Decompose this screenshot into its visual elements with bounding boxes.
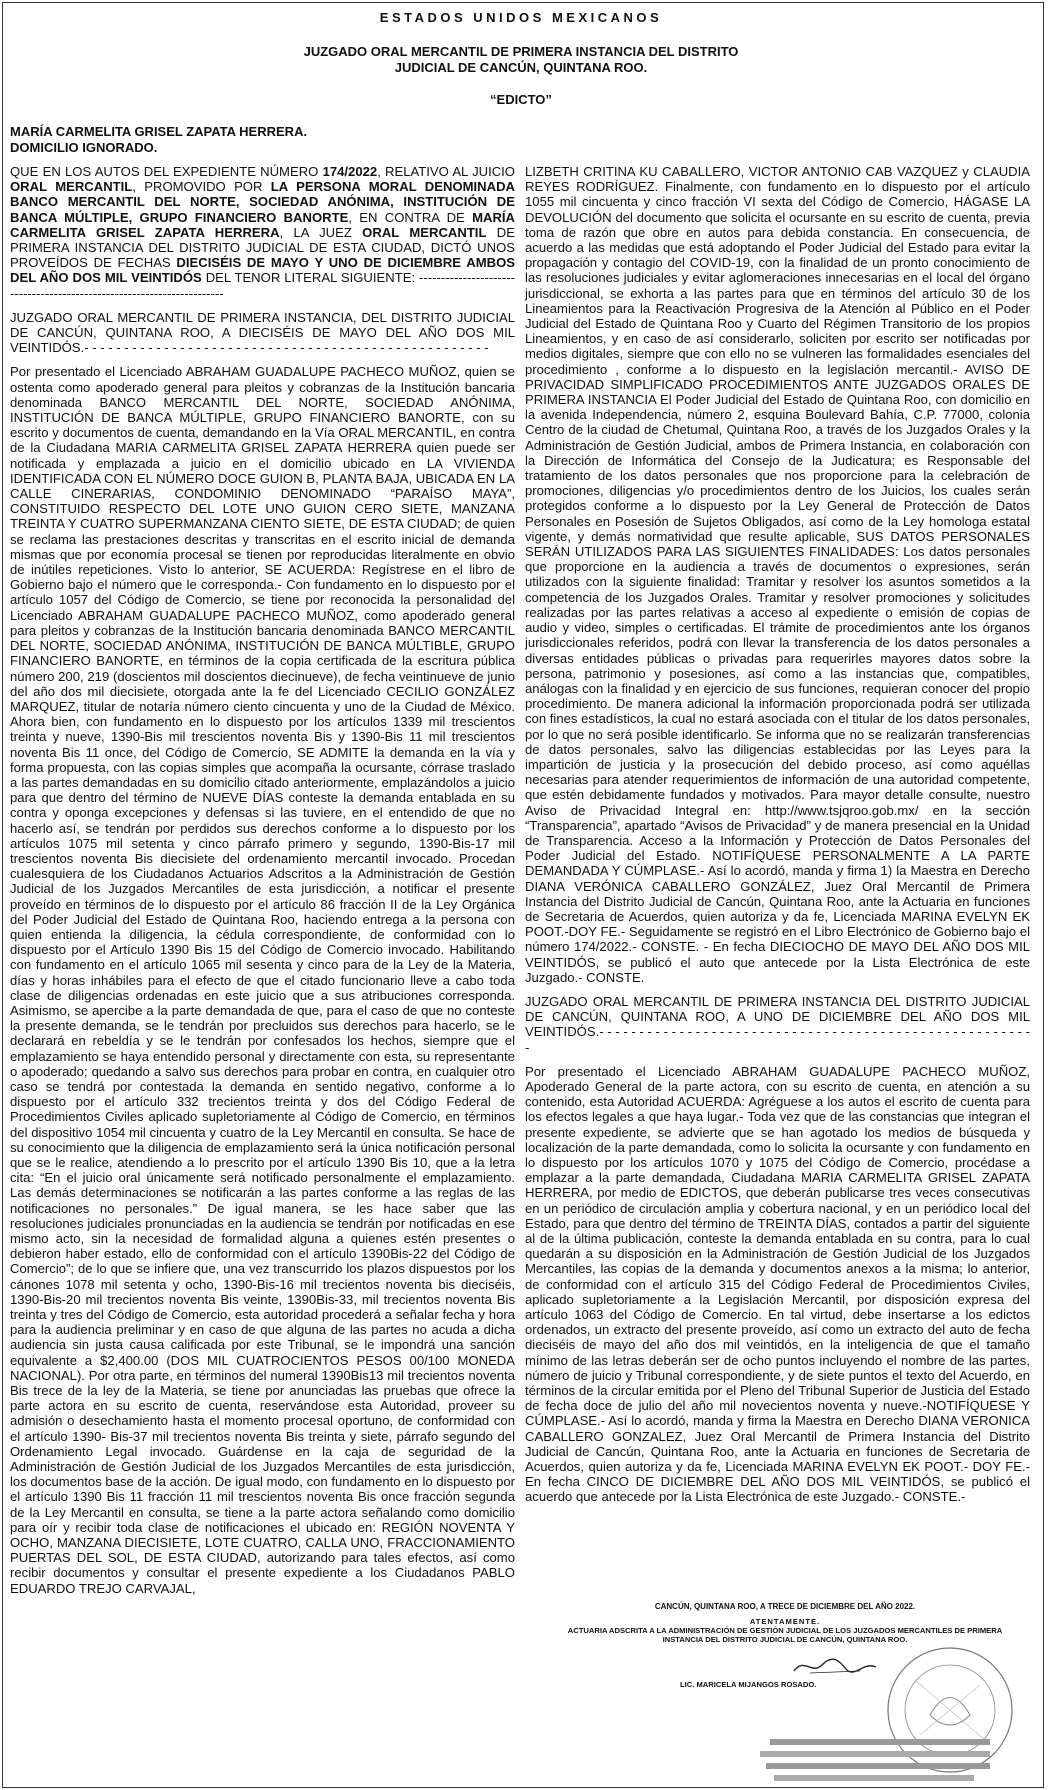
court-heading-line1: JUZGADO ORAL MERCANTIL DE PRIMERA INSTANCIA DEL DISTRITO bbox=[303, 44, 739, 59]
text-run: QUE EN LOS AUTOS DEL EXPEDIENTE NÚMERO bbox=[10, 164, 323, 179]
right-column bbox=[525, 164, 1030, 1514]
addressee-name: MARÍA CARMELITA GRISEL ZAPATA HERRERA. bbox=[10, 124, 308, 139]
court-type: ORAL MERCANTIL bbox=[362, 224, 487, 240]
ruling-heading-december: JUZGADO ORAL MERCANTIL DE PRIMERA INSTANCIA DEL DISTRITO JUDICIAL DE CANCÚN, QUINTANA ROO, A UNO DE DICIEMBRE DEL AÑO DOS MIL VEINTIDÓS.- - - - - - - - - - - - - - - - - - - - - - - - - - - - - - - - - - - - - - - - - - - - - - - - - - - - - - - bbox=[525, 993, 1030, 1055]
place-date: CANCÚN, QUINTANA ROO, A TRECE DE DICIEMBRE DEL AÑO 2022. bbox=[654, 1602, 916, 1611]
addressee-domicile: DOMICILIO IGNORADO. bbox=[10, 140, 158, 155]
text-run: , RELATIVO AL JUICIO bbox=[377, 164, 515, 179]
court-heading bbox=[0, 44, 1042, 76]
role-line1: ACTUARIA ADSCRITA A LA ADMINISTRACIÓN DE GESTIÓN JUDICIAL DE LOS JUZGADOS MERCANTILES DE PRIMERA bbox=[567, 1626, 1003, 1635]
opening-paragraph bbox=[10, 164, 515, 301]
administrative-stamp-icon bbox=[760, 1735, 1000, 1785]
handwritten-signature bbox=[790, 1655, 880, 1677]
text-run: , PROMOVIDO POR bbox=[132, 179, 271, 195]
trial-type: ORAL MERCANTIL bbox=[10, 179, 133, 195]
text-run: DEL TENOR LITERAL SIGUIENTE: ----------------------------------------------------------------------- bbox=[10, 270, 515, 301]
defendant-name: MARÍA CARMELITA GRISEL ZAPATA HERRERA bbox=[10, 209, 515, 240]
country-heading: ESTADOS UNIDOS MEXICANOS bbox=[379, 10, 663, 25]
ruling-body-december: Por presentado el Licenciado ABRAHAM GUADALUPE PACHECO MUÑOZ, Apoderado General de la parte actora, con su escrito de cuenta, en atención a su contenido, esta Autoridad ACUERDA: Agréguese a los autos el escrito de cuenta para los efectos legales a que haya lugar.- Toda vez que de las constancias que integran el presente expediente, se advierte que se han agotado los medios de búsqueda y localización de la parte demandada, como lo solicita la ocursante y con fundamento en lo dispuesto por los artículos 1070 y 1075 del Código de Comercio, procédase a emplazar a la parte demandada, Ciudadana MARIA CARMELITA GRISEL ZAPATA HERRERA, por medio de EDICTOS, que deberán publicarse tres veces consecutivas en un periódico de circulación amplia y cobertura nacional, y en un periódico local del Estado, para que dentro del término de TREINTA DÍAS, contados a partir del siguiente al de la última publicación, conteste la demanda entablada en su contra, para lo cual quedarán a su disposición en la Administración de Gestión Judicial de los Juzgados Mercantiles, las copias de la demanda y documentos anexos a la misma; lo anterior, de conformidad con el artículo 315 del Código Federal de Procedimientos Civiles, aplicado supletoriamente a la Legislación Mercantil, por disposición expresa del artículo 1063 del Código de Comercio. En tal virtud, debe insertarse a los edictos ordenados, un extracto del presente proveído, así como un extracto del auto de fecha dieciséis de mayo del año dos mil veintidós, en la inteligencia de que el tamaño mínimo de las letras deberán ser de ocho puntos incluyendo el nombre de las partes, número de juicio y Tribunal correspondiente, y de siete puntos el texto del Acuerdo, en términos de la circular emitida por el Pleno del Tribunal Superior de Justicia del Estado de fecha doce de julio del año mil novecientos noventa y nueve.-NOTIFÍQUESE Y CÚMPLASE.- Así lo acordó, manda y firma la Maestra en Derecho DIANA VERONICA CABALLERO GONZALEZ, Juez Oral Mercantil de Primera Instancia del Distrito Judicial de Cancún, Quintana Roo, ante la Actuaria en funciones de Secretaria de Acuerdos, quien autoriza y da fe, Licenciada MARINA EVELYN EK POOT.- DOY FE.- En fecha CINCO DE DICIEMBRE DEL AÑO DOS MIL VEINTIDÓS, se publicó el acuerdo que antecede por la Lista Electrónica de este Juzgado.- CONSTE.- bbox=[525, 1063, 1030, 1505]
signer-name: LIC. MARICELA MIJANGOS ROSADO. bbox=[680, 1680, 817, 1689]
ruling-dates: DIECISÉIS DE MAYO Y UNO DE DICIEMBRE AMBOS DEL AÑO DOS MIL VEINTIDÓS bbox=[10, 255, 515, 286]
plaintiff-name: LA PERSONA MORAL DENOMINADA BANCO MERCANTIL DEL NORTE, SOCIEDAD ANÓNIMA, INSTITUCIÓN DE BANCA MÚLTIPLE, GRUPO FINANCIERO BANORTE bbox=[10, 179, 515, 225]
edicto-title: “EDICTO” bbox=[490, 92, 552, 107]
atentamente-label: ATENTAMENTE. bbox=[749, 1617, 821, 1626]
addressee-block bbox=[10, 124, 307, 156]
role-line2: INSTANCIA DEL DISTRITO JUDICIAL DE CANCÚN, QUINTANA ROO. bbox=[662, 1635, 908, 1644]
ruling-body-may: Por presentado el Licenciado ABRAHAM GUADALUPE PACHECO MUÑOZ, quien se ostenta como apoderado general para pleitos y cobranzas de la Institución bancaria denominada BANCO MERCANTIL DEL NORTE, SOCIEDAD ANÓNIMA, INSTITUCIÓN DE BANCA MÚLTIPLE, GRUPO FINANCIERO BANORTE, con su escrito y documentos de cuenta, demandando en la Vía ORAL MERCANTIL, en contra de la Ciudadana MARIA CARMELITA GRISEL ZAPATA HERRERA quien puede ser notificada y emplazada a juicio en el domicilio ubicado en LA VIVIENDA IDENTIFICADA CON EL NÚMERO DOCE GUION B, PLANTA BAJA, UBICADA EN LA CALLE CINERARIAS, CONDOMINIO DENOMINADO “PARAÍSO MAYA”, CONSTITUIDO RESPECTO DEL LOTE UNO GUION CERO SIETE, MANZANA TREINTA Y CUATRO SUPERMANZANA CIENTO SIETE, DE ESTA CIUDAD; de quien se reclama las prestaciones descritas y transcritas en el escrito inicial de demanda mismas que por economía procesal se tienen por reproducidas literalmente en obvio de inútiles repeticiones. Visto lo anterior, SE ACUERDA: Regístrese en el libro de Gobierno bajo el número que le corresponda.- Con fundamento en lo dispuesto por el artículo 1057 del Código de Comercio, se tiene por reconocida la personalidad del Licenciado ABRAHAM GUADALUPE PACHECO MUÑOZ, como apoderado general para pleitos y cobranzas de la Institución bancaria denominada BANCO MERCANTIL DEL NORTE, SOCIEDAD ANÓNIMA, INSTITUCIÓN DE BANCA MÚLTIBLE, GRUPO FINANCIERO BANORTE, en términos de la copia certificada de la escritura pública número 200, 219 (doscientos mil doscientos diecinueve), de fecha veintinueve de junio del año dos mil diecisiete, otorgada ante la fe del Licenciado CECILIO GONZÁLEZ MARQUEZ, titular de notaría número ciento cincuenta y uno de la Ciudad de México. Ahora bien, con fundamento en lo dispuesto por los artículos 1339 mil trescientos treinta y nueve, 1390-Bis mil trescientos noventa Bis y 1390-Bis 11 mil trescientos noventa Bis 11 once, del Código de Comercio, SE ADMITE la demanda en la vía y forma propuesta, con las copias simples que acompaña la ocursante, córrase traslado a las partes demandadas en su domicilio citado anteriormente, emplazándolos a juicio para que dentro del término de NUEVE DÍAS conteste la demanda entablada en su contra y oponga excepciones y defensas si las tuviere, en el entendido de que no hacerlo así, se tendrán por perdidos sus derechos conforme a lo dispuesto por los artículos 1075 mil setenta y cinco párrafo primero y segundo, 1390-Bis-17 mil trescientos noventa Bis diecisiete del ordenamiento mercantil invocado. Procedan cualesquiera de los Ciudadanos Actuarios Adscritos a la Administración de Gestión Judicial de los Juzgados Mercantiles de esta jurisdicción, a notificar el presente proveído en términos de lo dispuesto por el artículo 86 fracción II de la Ley Orgánica del Poder Judicial del Estado de Quintana Roo, haciendo entrega a la persona con quien entienda la diligencia, la cédula correspondiente, de conformidad con lo dispuesto por el Artículo 1390 Bis 15 del Código de Comercio invocado. Habilitando con fundamento en el artículo 1065 mil sesenta y cinco para de la Ley de la Materia, días y horas inhábiles para el efecto de que el citado funcionario lleve a cabo toda clase de diligencias ordenadas en este juicio que a sus atribuciones corresponda. Asimismo, se apercibe a la parte demandada de que, para el caso de que no conteste la presente demanda, se le tendrán por precluidos sus derechos para hacerlo, se le declarará en rebeldía y se le tendrán por confesados los hechos, siempre que el emplazamiento se haya entendido personal y directamente con esta, su representante o apoderado; quedando a salvo sus derechos para probar en contra, en cualquier otro caso se tendrá por contestada la demanda en sentido negativo, conforme a lo dispuesto por el artículo 332 trecientos treinta y dos del Código Federal de Procedimientos Civiles aplicado supletoriamente al Código de Comercio, en términos del dispositivo 1054 mil cincuenta y cuatro de la Ley Mercantil en consulta. Se hace de su conocimiento que la diligencia de emplazamiento será la única notificación personal que se le realice, atendiendo a lo prescrito por el artículo 1390 Bis 10, que a la letra cita: “En el juicio oral únicamente será notificado personalmente el emplazamiento. Las demás determinaciones se notificarán a las partes conforme a las reglas de las notificaciones no personales.” De igual manera, se les hace saber que las resoluciones judiciales pronunciadas en la audiencia se tendrán por notificadas en ese mismo acto, sin la necesidad de formalidad alguna a quienes estén presentes o debieron haber estado, ello de conformidad con el artículo 1390Bis-22 del Código de Comercio”; de lo que se infiere que, una vez transcurrido los plazos dispuestos por los cánones 1078 mil setenta y ocho, 1390-Bis-16 mil trecientos noventa bis dieciséis, 1390-Bis-20 mil trecientos noventa Bis veinte, 1390Bis-33, mil trecientos noventa Bis treinta y tres del Código de Comercio, esta autoridad procederá a señalar fecha y hora para la audiencia preliminar y en caso de que alguna de las partes no acuda a dicha audiencia sin justa causa calificada por este Tribunal, se le impondrá una sanción equivalente a $2,400.00 (DOS MIL CUATROCIENTOS PESOS 00/100 MONEDA NACIONAL). Por otra parte, en términos del numeral 1390Bis13 mil trecientos noventa Bis trece de la ley de la Materia, se tiene por anunciadas las pruebas que ofrece la parte actora en su escrito de cuenta, reservándose esta Autoridad, proveer su admisión o desechamiento hasta el momento procesal oportuno, de conformidad con el artículo 1390- Bis-37 mil trecientos noventa Bis treinta y siete, párrafo segundo del Ordenamiento Legal invocado. Guárdense en la caja de seguridad de la Administración de Gestión Judicial de los Juzgados Mercantiles de esta jurisdicción, los documentos base de la acción. De igual modo, con fundamento en lo dispuesto por el artículo 1390 Bis 11 fracción 11 mil trescientos noventa Bis once fracción segunda de la Ley Mercantil en consulta, se tiene a la parte actora señalando como domicilio para oír y recibir toda clase de notificaciones el ubicado en: REGIÓN NOVENTA Y OCHO, MANZANA DIECISIETE, LOTE CUATRO, CALLA UNO, FRACCIONAMIENTO PUERTAS DEL SOL, DE ESTA CIUDAD, autorizando para tales efectos, así como recibir documentos y consultar el presente expediente a los Ciudadanos PABLO EDUARDO TREJO CARVAJAL, bbox=[10, 364, 515, 1596]
left-column bbox=[10, 164, 515, 1605]
text-run: DE PRIMERA INSTANCIA DEL DISTRITO JUDICIAL DE ESTA CIUDAD, DICTÓ UNOS PROVEÍDOS DE FECHAS bbox=[10, 224, 515, 271]
ruling-heading-may: JUZGADO ORAL MERCANTIL DE PRIMERA INSTANCIA, DEL DISTRITO JUDICIAL DE CANCÚN, QUINTANA ROO, A DIECISÉIS DE MAYO DEL AÑO DOS MIL VEINTIDÓS.- - - - - - - - - - - - - - - - - - - - - - - - - - - - - - - - - - - - - - - - - - - - - - - - - - - bbox=[10, 309, 515, 356]
court-heading-line2: JUDICIAL DE CANCÚN, QUINTANA ROO. bbox=[394, 60, 648, 75]
ruling-body-may-continued: LIZBETH CRITINA KU CABALLERO, VICTOR ANTONIO CAB VAZQUEZ y CLAUDIA REYES RODRÍGUEZ. Finalmente, con fundamento en lo dispuesto por el artículo 1055 mil cincuenta y cinco fracción VI sexta del Código de Comercio, HÁGASE LA DEVOLUCIÓN del documento que solicita el ocursante en su escrito de cuenta, previa toma de razón que obre en autos para debida constancia. En consecuencia, de acuerdo a las medidas que está adoptando el Poder Judicial del Estado para evitar la propagación y contagio del COVID-19, con la finalidad de un pronto conocimiento de las resoluciones judiciales y evitar aglomeraciones innecesarias en el local del órgano jurisdiccional, se exhorta a las partes para que en términos del artículo 30 de los Lineamientos para la Reactivación Progresiva de la Atención al Público en el Poder Judicial del Estado de Quintana Roo y Cuarto del Régimen Transitorio de los propios Lineamientos, y en caso de así considerarlo, soliciten por escrito ser notificadas por medios digitales, siempre que con ello no se vulneren las formalidades esenciales del procedimiento , conforme a lo dispuesto en la legislación mercantil.- AVISO DE PRIVACIDAD SIMPLIFICADO PROCEDIMIENTOS ANTE JUZGADOS ORALES DE PRIMERA INSTANCIA El Poder Judicial del Estado de Quintana Roo, con domicilio en la avenida Independencia, número 2, esquina Boulevard Bahía, C.P. 77000, colonia Centro de la ciudad de Chetumal, Quintana Roo, a través de los Juzgados Orales y la Administración de Gestión Judicial, ambos de Primera Instancia, en colaboración con la Dirección de Informática del Consejo de la Judicatura; es Responsable del tratamiento de los datos personales que nos proporcione para la celebración de promociones, diligencias y/o procedimientos dentro de los Juicios, los cuales serán protegidos conforme a lo dispuesto por la Ley General de Protección de Datos Personales en Posesión de Sujetos Obligados, así como de la Ley homologa estatal vigente, y demás normatividad que resulte aplicable, SUS DATOS PERSONALES SERÁN UTILIZADOS PARA LAS SIGUIENTES FINALIDADES: Los datos personales que proporcione en la audiencia a través de documentos o expresiones, serán utilizados con la siguiente finalidad: Tramitar y resolver los asuntos sometidos a la competencia de los Juzgados Orales. Tramitar y resolver promociones y solicitudes realizadas por las partes relativas a acceso al expediente o emisión de copias de audio y video, simples o certificadas. El trámite de procedimientos ante los órganos jurisdiccionales referidos, podrá con llevar la transferencia de los datos personales a diversas entidades públicas o privadas para requerirles mayores datos sobre la persona, patrimonio y posesiones, así como a las instancias que, compatibles, análogas con la finalidad y en ejercicio de sus funciones, requieran conocer del propio procedimiento. De manera adicional la información proporcionada podrá ser utilizada con fines estadísticos, la cual no estará asociada con el titular de los datos personales, por lo que no será posible identificarlo. Se informa que no se realizarán transferencias de datos personales, salvo las diligencias establecidas por las Leyes para la impartición de justicia y la prosecución del debido proceso, así como aquéllas necesarias para atender requerimientos de información de una autoridad competente, que estén debidamente fundados y motivados. Para mayor detalle consulte, nuestro Aviso de Privacidad Integral en: http://www.tsjqroo.gob.mx/ en la sección “Transparencia”, apartado “Avisos de Privacidad” y de manera presencial en la Unidad de Transparencia. Acceso a la Información y Protección de Datos Personales del Poder Judicial del Estado. NOTIFÍQUESE PERSONALMENTE A LA PARTE DEMANDADA Y CÚMPLASE.- Así lo acordó, manda y firma 1) la Maestra en Derecho DIANA VERÓNICA CABALLERO GONZÁLEZ, Juez Oral Mercantil de Primera Instancia del Distrito Judicial de Cancún, Quintana Roo, ante la Actuaria en funciones de Secretaria de Acuerdos, quien autoriza y da fe, Licenciada MARINA EVELYN EK POOT.-DOY FE.- Seguidamente se registró en el Libro Electrónico de Gobierno bajo el número 174/2022.- CONSTE. - En fecha DIECIOCHO DE MAYO DEL AÑO DOS MIL VEINTIDÓS, se publicó el auto que antecede por la Lista Electrónica de este Juzgado.- CONSTE. bbox=[525, 164, 1030, 985]
text-run: , EN CONTRA DE bbox=[348, 209, 473, 225]
text-run: , LA JUEZ bbox=[279, 224, 363, 240]
case-number: 174/2022 bbox=[322, 164, 378, 179]
